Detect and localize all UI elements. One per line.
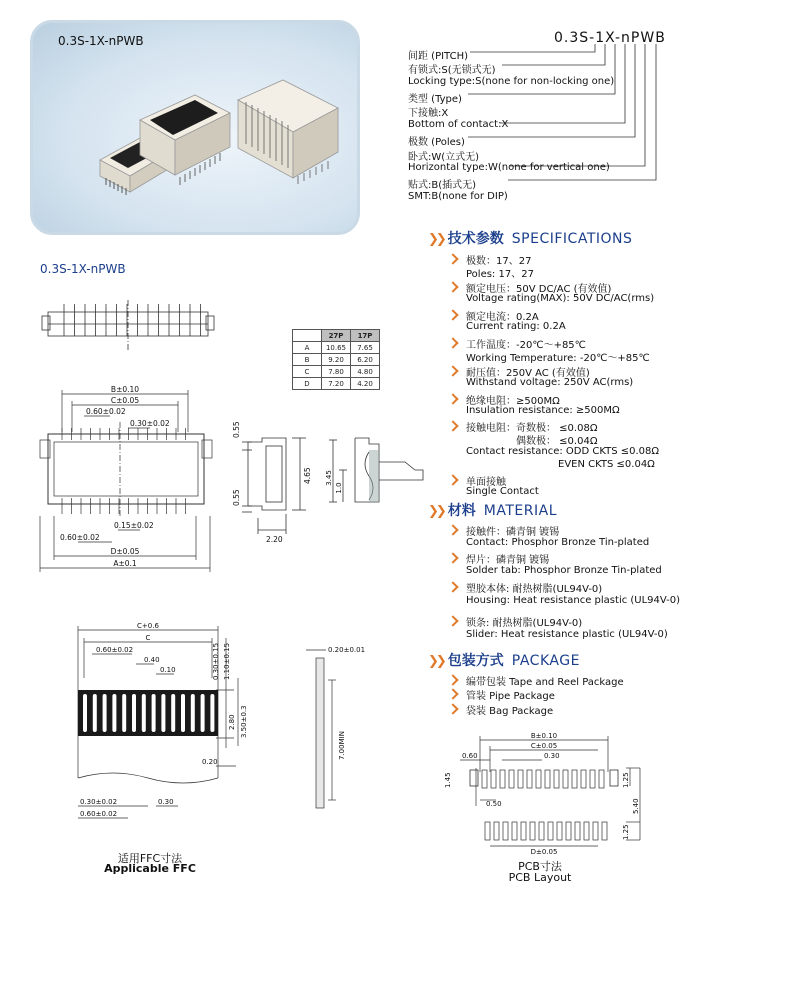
ffc-dim-p60b: 0.60±0.02 bbox=[80, 810, 118, 818]
row-label: B bbox=[293, 354, 322, 366]
code-pitch-cn: 间距 (PITCH) bbox=[408, 51, 468, 62]
ffc-slot bbox=[142, 694, 146, 732]
spec-line: 耐压值：250V AC (有效值) bbox=[466, 368, 590, 379]
ffc-conductor-area bbox=[78, 690, 218, 736]
ffc-thickness-drawing bbox=[298, 640, 373, 815]
material-line: Solder tab: Phosphor Bronze Tin-plated bbox=[466, 565, 662, 576]
pcb-dim-p30: 0.30 bbox=[544, 752, 560, 760]
pcb-pad bbox=[548, 822, 553, 840]
dim-pitch-060: 0.60±0.02 bbox=[86, 407, 126, 416]
material-heading: ❯❯ 材料 MATERIAL bbox=[428, 503, 557, 519]
pcb-dim-p60: 0.60 bbox=[462, 752, 478, 760]
code-poles: 极数 (Poles) bbox=[408, 137, 465, 148]
dim-pitch-060b: 0.60±0.02 bbox=[60, 533, 100, 542]
cell: 4.20 bbox=[351, 378, 380, 390]
ffc-slot bbox=[201, 694, 205, 732]
ffc-dim-v20: 0.20 bbox=[202, 758, 218, 766]
pcb-pad bbox=[584, 822, 589, 840]
ffc-dim-p10: 0.10 bbox=[160, 666, 176, 674]
code-horizontal-cn: 卧式:W(立式无) bbox=[408, 152, 480, 163]
pcb-dim-p50: 0.50 bbox=[486, 800, 502, 808]
ffc-dim-thk: 0.20±0.01 bbox=[328, 646, 366, 654]
row-label: D bbox=[293, 378, 322, 390]
code-type-cn: 类型 (Type) bbox=[408, 94, 462, 105]
dim-side-220: 2.20 bbox=[266, 535, 283, 544]
material-line: Slider: Heat resistance plastic (UL94V-0) bbox=[466, 629, 668, 640]
pcb-caption-en: PCB Layout bbox=[508, 871, 572, 884]
pcb-pad bbox=[575, 822, 580, 840]
package-line: 袋装 Bag Package bbox=[466, 706, 554, 717]
table-row bbox=[293, 378, 380, 390]
cross-section-drawing bbox=[325, 430, 430, 515]
material-line: 锁条: 耐热树脂(UL94V-0) bbox=[466, 618, 583, 629]
spec-line: EVEN CKTS ≤0.04Ω bbox=[558, 459, 655, 470]
ffc-dim-v280: 2.80 bbox=[228, 714, 236, 730]
spec-line: Poles: 17、27 bbox=[466, 269, 534, 280]
row-label: A bbox=[293, 342, 322, 354]
dim-side-465: 4.65 bbox=[303, 467, 312, 484]
code-bottom-cn: 下接触:X bbox=[408, 108, 449, 119]
pcb-dim-145: 1.45 bbox=[444, 772, 452, 788]
spec-line: 工作温度：-20℃～+85℃ bbox=[466, 340, 586, 351]
ffc-caption-cn: 适用FFC寸法 bbox=[117, 852, 183, 865]
dim-side-055a: 0.55 bbox=[232, 421, 241, 438]
pcb-pad bbox=[566, 822, 571, 840]
ffc-dim-c: C bbox=[145, 634, 151, 642]
pcb-dim-125a: 1.25 bbox=[622, 772, 630, 788]
model-label: 0.3S-1X-nPWB bbox=[40, 262, 126, 276]
pcb-pad bbox=[590, 770, 595, 788]
ffc-slot bbox=[132, 694, 136, 732]
dim-b: B±0.10 bbox=[110, 385, 140, 394]
code-horizontal-en: Horizontal type:W(none for vertical one) bbox=[408, 162, 610, 173]
spec-line: Voltage rating(MAX): 50V DC/AC(rms) bbox=[466, 293, 655, 304]
spec-line: 额定电压：50V DC/AC (有效值) bbox=[466, 284, 612, 295]
pcb-pad bbox=[491, 770, 496, 788]
ffc-slot bbox=[210, 694, 214, 732]
ffc-slot bbox=[112, 694, 116, 732]
pcb-pad bbox=[572, 770, 577, 788]
col-27p: 27P bbox=[322, 330, 351, 342]
ffc-slot bbox=[181, 694, 185, 732]
ffc-dim-p60: 0.60±0.02 bbox=[96, 646, 134, 654]
spec-line: Withstand voltage: 250V AC(rms) bbox=[466, 377, 634, 388]
pcb-pad bbox=[563, 770, 568, 788]
ffc-dim-v30: 0.30±0.15 bbox=[212, 642, 220, 680]
table-corner bbox=[293, 330, 322, 342]
pcb-dim-125b: 1.25 bbox=[622, 824, 630, 840]
ffc-slot bbox=[152, 694, 156, 732]
ffc-dim-v350: 3.50±0.3 bbox=[240, 705, 248, 738]
pcb-pad bbox=[527, 770, 532, 788]
ffc-dim-p30: 0.30±0.02 bbox=[80, 798, 118, 806]
pcb-pad bbox=[581, 770, 586, 788]
cell: 9.20 bbox=[322, 354, 351, 366]
pcb-dim-b: B±0.10 bbox=[530, 732, 558, 740]
double-chevron-icon: ❯❯ bbox=[428, 654, 444, 669]
spec-line: 偶数极： ≤0.04Ω bbox=[516, 436, 598, 447]
ffc-slot bbox=[93, 694, 97, 732]
spec-line: Single Contact bbox=[466, 486, 539, 497]
pcb-layout-drawing bbox=[430, 728, 645, 856]
part-number-code: 0.3S-1X-nPWB bbox=[554, 30, 666, 46]
ffc-dim-c6: C+0.6 bbox=[137, 622, 159, 630]
ffc-drawing bbox=[58, 618, 258, 828]
pcb-dim-d: D±0.05 bbox=[530, 848, 558, 856]
pcb-pad bbox=[530, 822, 535, 840]
connector-photos bbox=[30, 20, 360, 235]
pcb-pad bbox=[521, 822, 526, 840]
ffc-slot bbox=[83, 694, 87, 732]
code-smt-en: SMT:B(none for DIP) bbox=[408, 191, 508, 202]
ffc-dim-v110: 1.10±0.15 bbox=[223, 642, 231, 680]
material-line: 焊片：磷青铜 镀锡 bbox=[466, 555, 550, 566]
spec-line: 额定电流：0.2A bbox=[466, 312, 539, 323]
ffc-dim-p40: 0.40 bbox=[144, 656, 160, 664]
package-line: 管装 Pipe Package bbox=[466, 691, 555, 702]
col-17p: 17P bbox=[351, 330, 380, 342]
pcb-pad bbox=[599, 770, 604, 788]
connector-large bbox=[238, 80, 338, 184]
cell: 6.20 bbox=[351, 354, 380, 366]
ffc-slot bbox=[191, 694, 195, 732]
dim-sec-345: 3.45 bbox=[325, 470, 333, 486]
pcb-pad bbox=[593, 822, 598, 840]
spec-line: Working Temperature: -20℃～+85℃ bbox=[466, 353, 650, 364]
pcb-pad bbox=[554, 770, 559, 788]
ffc-slot bbox=[171, 694, 175, 732]
spec-line: Current rating: 0.2A bbox=[466, 321, 566, 332]
pcb-pad bbox=[557, 822, 562, 840]
pcb-dim-540: 5.40 bbox=[632, 798, 640, 814]
cell: 4.80 bbox=[351, 366, 380, 378]
code-locking-cn: 有锁式:S(无锁式无) bbox=[408, 65, 496, 76]
table-row bbox=[293, 342, 380, 354]
cell: 7.20 bbox=[322, 378, 351, 390]
dim-sec-10: 1.0 bbox=[335, 482, 343, 494]
front-view-drawing bbox=[30, 382, 220, 574]
table-row bbox=[293, 366, 380, 378]
specs-heading: ❯❯ 技术参数 SPECIFICATIONS bbox=[428, 231, 633, 247]
pcb-pad bbox=[536, 770, 541, 788]
ffc-dim-p30s: 0.30 bbox=[158, 798, 174, 806]
material-line: Housing: Heat resistance plastic (UL94V-0) bbox=[466, 595, 681, 606]
material-line: 塑胶本体: 耐热树脂(UL94V-0) bbox=[466, 584, 603, 595]
spec-line: Contact resistance: ODD CKTS ≤0.08Ω bbox=[466, 446, 660, 457]
code-smt-cn: 贴式:B(插式无) bbox=[408, 180, 477, 191]
double-chevron-icon: ❯❯ bbox=[428, 232, 444, 247]
package-line: 编带包装 Tape and Reel Package bbox=[466, 677, 624, 688]
cell: 7.65 bbox=[351, 342, 380, 354]
cell: 7.80 bbox=[322, 366, 351, 378]
top-view-drawing bbox=[40, 298, 220, 353]
ffc-slot bbox=[161, 694, 165, 732]
ffc-caption-en: Applicable FFC bbox=[104, 862, 196, 875]
row-label: C bbox=[293, 366, 322, 378]
pcb-pad bbox=[494, 822, 499, 840]
pcb-pad bbox=[482, 770, 487, 788]
material-line: Contact: Phosphor Bronze Tin-plated bbox=[466, 537, 650, 548]
spec-line: Insulation resistance: ≥500MΩ bbox=[466, 405, 620, 416]
pcb-tab-left bbox=[470, 770, 478, 786]
pcb-pad bbox=[503, 822, 508, 840]
pcb-pad bbox=[500, 770, 505, 788]
package-heading: ❯❯ 包装方式 PACKAGE bbox=[428, 653, 580, 669]
material-line: 接触件：磷青铜 镀锡 bbox=[466, 527, 560, 538]
pcb-pad bbox=[539, 822, 544, 840]
photo-label: 0.3S-1X-nPWB bbox=[58, 34, 144, 48]
ffc-dim-len: 7.00MIN bbox=[338, 731, 346, 760]
double-chevron-icon: ❯❯ bbox=[428, 504, 444, 519]
dim-d: D±0.05 bbox=[110, 547, 140, 556]
code-locking-en: Locking type:S(none for non-locking one) bbox=[408, 76, 615, 87]
dim-side-055b: 0.55 bbox=[232, 489, 241, 506]
pcb-pad bbox=[602, 822, 607, 840]
ffc-slot bbox=[122, 694, 126, 732]
dim-c: C±0.05 bbox=[110, 396, 140, 405]
side-view-drawing bbox=[228, 410, 338, 545]
dim-pitch-015: 0.15±0.02 bbox=[114, 521, 154, 530]
spec-line: 极数：17、27 bbox=[466, 256, 532, 267]
pcb-pad bbox=[512, 822, 517, 840]
hatched-region bbox=[369, 450, 379, 502]
pcb-pad bbox=[485, 822, 490, 840]
dimension-table bbox=[292, 329, 380, 390]
pcb-tab-right bbox=[610, 770, 618, 786]
pcb-pad bbox=[509, 770, 514, 788]
pcb-caption-cn: PCB寸法 bbox=[518, 860, 562, 873]
pcb-pad bbox=[518, 770, 523, 788]
spec-line: 绝缘电阻：≥500MΩ bbox=[466, 396, 560, 407]
table-row bbox=[293, 354, 380, 366]
dim-pitch-030: 0.30±0.02 bbox=[130, 419, 170, 428]
ffc-slot bbox=[103, 694, 107, 732]
spec-line: 接触电阻：奇数极： ≤0.08Ω bbox=[466, 423, 598, 434]
cell: 10.65 bbox=[322, 342, 351, 354]
pcb-pad bbox=[545, 770, 550, 788]
code-bottom-en: Bottom of contact:X bbox=[408, 119, 509, 130]
dim-a: A±0.1 bbox=[113, 559, 137, 568]
spec-line: 单面接触 bbox=[466, 477, 506, 488]
pcb-dim-c: C±0.05 bbox=[530, 742, 558, 750]
